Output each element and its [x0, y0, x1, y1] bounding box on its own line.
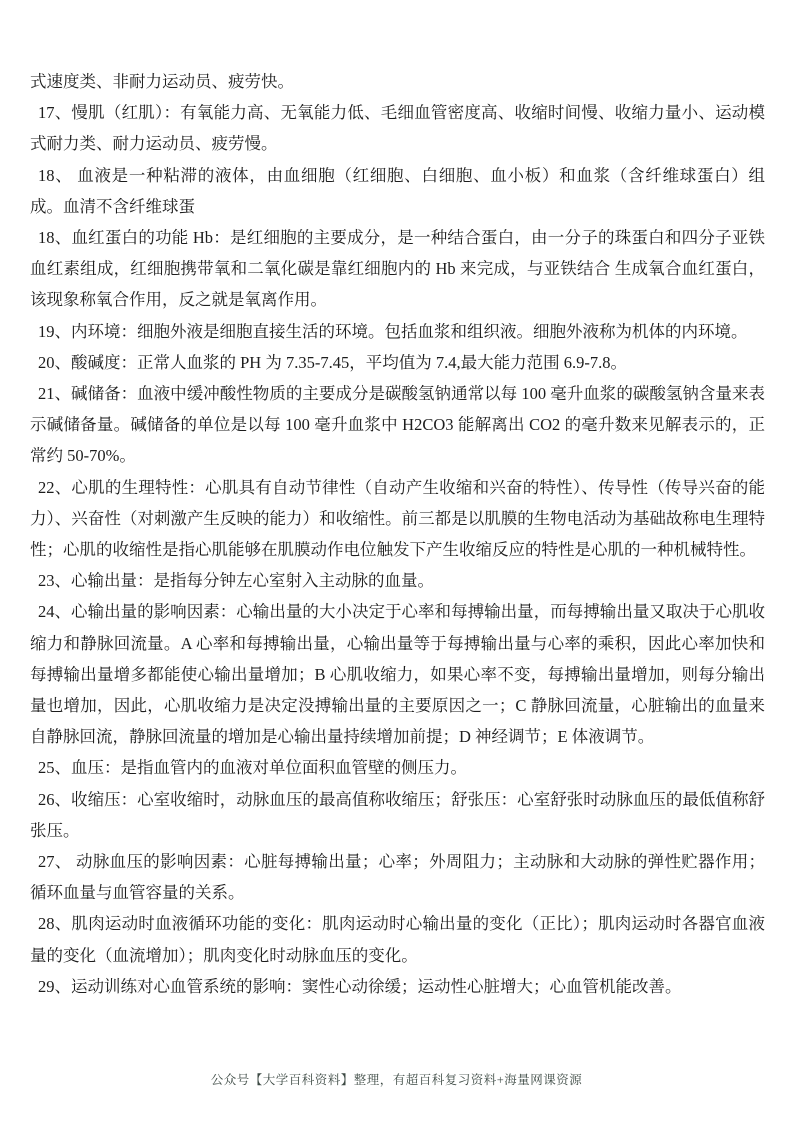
paragraph-25-blood-pressure: 25、血压：是指血管内的血液对单位面积血管壁的侧压力。: [38, 758, 467, 778]
paragraph-20-ph: 20、酸碱度：正常人血浆的 PH 为 7.35-7.45，平均值为 7.4,最大能力范围 6.9-7.8。: [38, 352, 627, 372]
paragraph-28-circulation-changes: 28、肌肉运动时血液循环功能的变化：肌肉运动时心输出量的变化（正比）；肌肉运动时各器官血液量的变化（血流增加）；肌肉变化时动脉血压的变化。: [30, 914, 765, 965]
paragraph-24-cardiac-output-factors: 24、心输出量的影响因素：心输出量的大小决定于心率和每搏输出量，而每搏输出量又取决于心肌收缩力和静脉回流量。A 心率和每搏输出量，心输出量等于每搏输出量与心率的乘积，因此心率加快和每搏输出量增多都能使心输出量增加；B 心肌收缩力，如果心率不变，每搏输出量增加，则每分输出量也增加，因此，心肌收缩力是决定没搏输出量的主要原因之一；C 静脉回流量，心脏输出的血量来自静脉回流，静脉回流量的增加是心输出量持续增加前提；D 神经调节；E 体液调节。: [30, 602, 765, 747]
page-footer-watermark: 公众号【大学百科资料】整理，有超百科复习资料+海量网课资源: [210, 1073, 583, 1087]
paragraph-26-systolic-diastolic: 26、收缩压：心室收缩时，动脉血压的最高值称收缩压；舒张压：心室舒张时动脉血压的最低值称舒张压。: [30, 789, 765, 840]
paragraph-18-hemoglobin: 18、血红蛋白的功能 Hb：是红细胞的主要成分，是一种结合蛋白，由一分子的珠蛋白和四分子亚铁血红素组成，红细胞携带氧和二氧化碳是靠红细胞内的 Hb 来完成，与亚铁结合 生成氧合血红蛋白，该现象称氧合作用，反之就是氧离作用。: [30, 228, 765, 310]
paragraph-23-cardiac-output: 23、心输出量：是指每分钟左心室射入主动脉的血量。: [38, 571, 434, 591]
paragraph-19-internal-environment: 19、内环境：细胞外液是细胞直接生活的环境。包括血浆和组织液。细胞外液称为机体的内环境。: [38, 321, 748, 341]
document-body: [30, 66, 765, 1002]
paragraph-29-training-effects: 29、运动训练对心血管系统的影响：窦性心动徐缓；运动性心脏增大；心血管机能改善。: [38, 976, 682, 996]
paragraph-16-continuation: 式速度类、非耐力运动员、疲劳快。: [30, 72, 294, 91]
paragraph-17-slow-muscle: 17、慢肌（红肌）：有氧能力高、无氧能力低、毛细血管密度高、收缩时间慢、收缩力量小、运动模式耐力类、耐力运动员、疲劳慢。: [30, 103, 765, 154]
paragraph-22-cardiac-muscle: 22、心肌的生理特性：心肌具有自动节律性（自动产生收缩和兴奋的特性）、传导性（传导兴奋的能力）、兴奋性（对刺激产生反映的能力）和收缩性。前三都是以肌膜的生物电活动为基础故称电生理特性；心肌的收缩性是指心肌能够在肌膜动作电位触发下产生收缩反应的特性是心肌的一种机械特性。: [30, 477, 765, 560]
paragraph-21-alkali-reserve: 21、碱储备：血液中缓冲酸性物质的主要成分是碳酸氢钠通常以每 100 毫升血浆的碳酸氢钠含量来表示碱储备量。碱储备的单位是以每 100 毫升血浆中 H2CO3 能解离出 CO2 的毫升数来见解表示的，正常约 50-70%。: [30, 384, 765, 466]
paragraph-27-arterial-pressure-factors: 27、 动脉血压的影响因素：心脏每搏输出量；心率；外周阻力；主动脉和大动脉的弹性贮器作用；循环血量与血管容量的关系。: [30, 852, 765, 903]
paragraph-18-blood: 18、 血液是一种粘滞的液体，由血细胞（红细胞、白细胞、血小板）和血浆（含纤维球蛋白）组成。血清不含纤维球蛋: [30, 165, 765, 216]
